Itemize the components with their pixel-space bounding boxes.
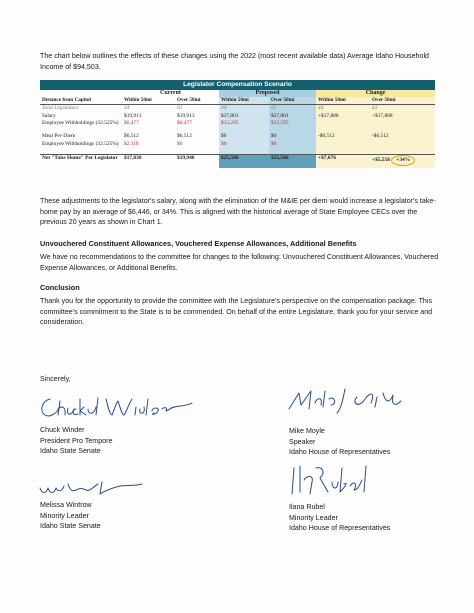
table-cell: $2,118 xyxy=(124,140,139,147)
table-cell: $0 xyxy=(269,133,316,140)
signature-ilana-rubel xyxy=(286,462,376,498)
group-spacer xyxy=(40,90,122,97)
table-cell: $0 xyxy=(177,140,183,147)
table-cell: 44 xyxy=(219,105,269,113)
signatory-block xyxy=(40,500,101,532)
table-cell: 44 xyxy=(316,105,370,113)
table-row xyxy=(40,120,435,133)
table-title: Legislator Compensation Scenario xyxy=(40,80,435,90)
table-cell: $6,512 xyxy=(177,133,192,140)
table-cell: $6,477 xyxy=(177,120,192,127)
table-cell: $19,948 xyxy=(175,154,219,168)
signatory-block xyxy=(289,502,390,534)
table-cell: +$17,888 xyxy=(370,113,435,120)
table-cell: 61 xyxy=(177,105,183,112)
table-cell xyxy=(370,141,435,155)
signatory-org: Idaho House of Representatives xyxy=(289,448,391,457)
column-header: Over 50mi xyxy=(370,97,435,105)
table-cell-value: +$5,558 xyxy=(372,156,390,163)
table-cell: 61 xyxy=(269,105,316,113)
signatory-name: Melissa Wintrow xyxy=(40,501,92,509)
row-label: Total Legislators xyxy=(42,105,79,112)
signatory-block xyxy=(289,426,390,458)
percent-badge: +34% xyxy=(391,155,415,166)
table-row-net xyxy=(40,154,435,168)
signatory-title: Minority Leader xyxy=(40,511,89,520)
table-cell: 44 xyxy=(124,105,130,112)
signatory-name: Ilana Rubel xyxy=(289,503,325,511)
table-cell: -$6,512 xyxy=(316,133,370,140)
signature-mike-moyle xyxy=(285,383,405,417)
table-cell: $25,506 xyxy=(269,154,316,168)
table-cell: 61 xyxy=(370,105,435,113)
table-cell: $12,295 xyxy=(269,120,316,133)
allowances-paragraph: We have no recommendations to the committee for changes to the following: Unvouchered Constituent Allowances, Vouchered Expense Allowances, or Additional Benefits. xyxy=(40,253,439,272)
signatory-title: Speaker xyxy=(289,437,316,446)
table-cell: $6,512 xyxy=(124,133,139,140)
table-row xyxy=(40,113,435,120)
signatory-title: President Pro Tempore xyxy=(40,436,113,445)
section-heading-allowances: Unvouchered Constituent Allowances, Vouchered Expense Allowances, Additional Benefits xyxy=(40,239,357,248)
column-header: Distance from Capitol xyxy=(40,97,122,105)
signature-melissa-wintrow xyxy=(36,478,146,500)
table-cell xyxy=(316,141,370,155)
row-label: Net "Take Home" Per Legislator xyxy=(40,154,122,168)
compensation-table xyxy=(40,80,435,168)
table-row xyxy=(40,141,435,155)
signatory-name: Chuck Winder xyxy=(40,426,85,434)
group-current: Current xyxy=(122,90,219,97)
table-cell: $12,295 xyxy=(219,120,269,133)
summary-paragraph: These adjustments to the legislator's salary, along with the elimination of the M&IE per diem would increase a legislator's take-home pay by an average of $6,446, or 34%. This is aligned with the historical average of State Employee CECs over the previous 20 years as shown in Chart 1. xyxy=(40,197,436,227)
table-cell: $17,830 xyxy=(122,154,175,168)
table-cell: $0 xyxy=(219,141,269,155)
table-cell: $37,801 xyxy=(269,113,316,120)
table-cell: $37,801 xyxy=(219,113,269,120)
section-heading-conclusion: Conclusion xyxy=(40,283,80,292)
row-label: Salary xyxy=(42,112,56,119)
signature-chuck-winder xyxy=(36,393,196,423)
table-cell xyxy=(370,120,435,133)
signatory-org: Idaho State Senate xyxy=(40,447,101,456)
column-header: Within 50mi xyxy=(219,97,269,105)
table-cell: $0 xyxy=(269,141,316,155)
row-label: Employee Withholdings (32.525%) xyxy=(42,140,119,147)
group-proposed: Proposed xyxy=(219,90,316,97)
group-change: Change xyxy=(316,90,435,97)
table-row xyxy=(40,133,435,140)
signatory-title: Minority Leader xyxy=(289,513,338,522)
signatory-name: Mike Moyle xyxy=(289,427,325,435)
table-cell: +$7,676 xyxy=(316,154,370,168)
table-cell: $19,913 xyxy=(124,112,142,119)
table-cell: $19,913 xyxy=(177,112,195,119)
column-header: Over 50mi xyxy=(175,97,219,105)
signatory-org: Idaho House of Representatives xyxy=(289,524,391,533)
row-label: Meal Per-Diem xyxy=(42,133,76,140)
intro-paragraph: The chart below outlines the effects of these changes using the 2022 (most recent available data) Average Idaho Household Income of $94,503. xyxy=(40,52,429,71)
table-cell xyxy=(370,154,435,168)
table-cell: $6,477 xyxy=(124,120,139,127)
table-cell: $0 xyxy=(219,133,269,140)
table-cell: +$17,888 xyxy=(316,113,370,120)
column-header: Over 50mi xyxy=(269,97,316,105)
column-header: Within 50mi xyxy=(316,97,370,105)
conclusion-paragraph: Thank you for the opportunity to provide the committee with the Legislature's perspective on the compensation package. This committee's commitment to the State is to be commended. On behalf of the entire Legislature, thank you for your service and consideration. xyxy=(40,297,433,327)
table-row xyxy=(40,105,435,113)
column-header: Within 50mi xyxy=(122,97,175,105)
closing-salutation: Sincerely, xyxy=(40,375,71,383)
signatory-org: Idaho State Senate xyxy=(40,522,101,531)
signatory-block xyxy=(40,425,112,457)
table-cell xyxy=(316,120,370,133)
table-cell: -$6,512 xyxy=(370,133,435,140)
row-label: Employee Withholdings (32.525%) xyxy=(42,120,119,127)
table-cell: $25,506 xyxy=(219,154,269,168)
